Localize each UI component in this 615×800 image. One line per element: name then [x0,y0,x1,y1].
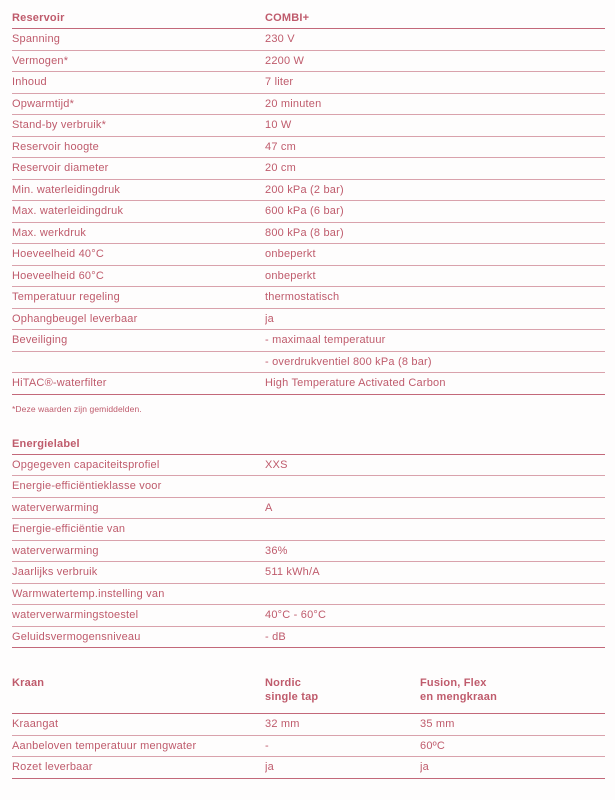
row-value: 230 V [265,33,295,46]
row-value: onbeperkt [265,248,316,261]
row-value: XXS [265,458,288,471]
row-label: Aanbeloven temperatuur mengwater [12,739,197,752]
row-label: Opwarmtijd* [12,97,75,110]
row-value: 7 liter [265,76,294,89]
row-value-fusion: 60ºC [420,739,445,752]
row-label: Max. werkdruk [12,226,87,239]
row-value-nordic: - [265,739,269,752]
row-value: 600 kPa (6 bar) [265,205,344,218]
kraan-column-nordic: Nordic single tap [265,677,319,703]
row-label: Beveiliging [12,334,68,347]
row-value-nordic: ja [265,761,274,774]
reservoir-table-product-header: COMBI+ [265,12,310,24]
row-value: 511 kWh/A [265,566,320,579]
row-value: 47 cm [265,140,296,153]
row-value: 800 kPa (8 bar) [265,226,344,239]
energy-table-header [12,434,605,455]
row-value: 20 cm [265,162,296,175]
row-value: - maximaal temperatuur [265,334,386,347]
reservoir-table-rows [12,29,605,395]
table-row [12,137,605,159]
row-value-fusion: ja [420,761,429,774]
row-label: Reservoir diameter [12,162,109,175]
row-label: Reservoir hoogte [12,140,99,153]
row-label: Ophangbeugel leverbaar [12,312,138,325]
table-row [12,287,605,309]
row-value: 40°C - 60°C [265,609,327,622]
row-value: 200 kPa (2 bar) [265,183,344,196]
row-value: 2200 W [265,54,305,67]
table-row [12,51,605,73]
table-row [12,736,605,758]
table-row [12,72,605,94]
table-row [12,476,605,498]
table-row [12,373,605,395]
row-value: A [265,501,273,514]
row-value: High Temperature Activated Carbon [265,377,446,390]
row-label: Jaarlijks verbruik [12,566,98,579]
table-row [12,180,605,202]
row-label: Stand-by verbruik* [12,119,107,132]
row-value: onbeperkt [265,269,316,282]
row-label: Warmwatertemp.instelling van [12,587,165,600]
table-row [12,498,605,520]
reservoir-table-title: Reservoir [12,12,65,24]
kraan-table [12,674,605,779]
table-row [12,562,605,584]
footnote: *Deze waarden zijn gemiddelden. [12,403,142,414]
row-label: Min. waterleidingdruk [12,183,121,196]
kraan-table-rows [12,714,605,779]
row-value: 20 minuten [265,97,322,110]
table-row [12,627,605,649]
kraan-table-header [12,674,605,714]
energy-table-rows [12,455,605,649]
energy-table [12,434,605,649]
table-row [12,115,605,137]
table-row [12,584,605,606]
row-label: Temperatuur regeling [12,291,120,304]
row-label: Geluidsvermogensniveau [12,630,141,643]
row-value: - overdrukventiel 800 kPa (8 bar) [265,355,432,368]
row-label: HiTAC®-waterfilter [12,377,107,390]
table-row [12,330,605,352]
row-label: Inhoud [12,76,47,89]
row-label: Hoeveelheid 40°C [12,248,104,261]
row-label: Opgegeven capaciteitsprofiel [12,458,160,471]
kraan-column-fusion: Fusion, Flex en mengkraan [420,677,497,703]
row-value: ja [265,312,274,325]
table-row [12,605,605,627]
table-row [12,541,605,563]
row-label: waterverwarmingstoestel [12,609,139,622]
row-label: Max. waterleidingdruk [12,205,124,218]
energy-table-title: Energielabel [12,437,80,450]
row-label: Rozet leverbaar [12,761,93,774]
kraan-table-title: Kraan [12,677,45,689]
row-value: 36% [265,544,288,557]
row-value: - dB [265,630,286,643]
row-label: waterverwarming [12,501,99,514]
row-label: Kraangat [12,718,59,731]
table-row [12,266,605,288]
table-row [12,201,605,223]
reservoir-table [12,8,605,414]
row-label: Vermogen* [12,54,69,67]
table-row [12,714,605,736]
row-value: 10 W [265,119,292,132]
table-row [12,519,605,541]
table-row [12,223,605,245]
row-label: Spanning [12,33,61,46]
row-value-fusion: 35 mm [420,718,455,731]
row-label: Energie-efficiëntie van [12,523,126,536]
row-label: Hoeveelheid 60°C [12,269,104,282]
table-row [12,352,605,374]
table-row [12,29,605,51]
table-row [12,757,605,779]
table-row [12,94,605,116]
table-row [12,158,605,180]
row-value: thermostatisch [265,291,340,304]
row-label: Energie-efficiëntieklasse voor [12,480,162,493]
table-row [12,455,605,477]
table-row [12,244,605,266]
row-value-nordic: 32 mm [265,718,300,731]
reservoir-table-header [12,8,605,29]
table-row [12,309,605,331]
row-label: waterverwarming [12,544,99,557]
